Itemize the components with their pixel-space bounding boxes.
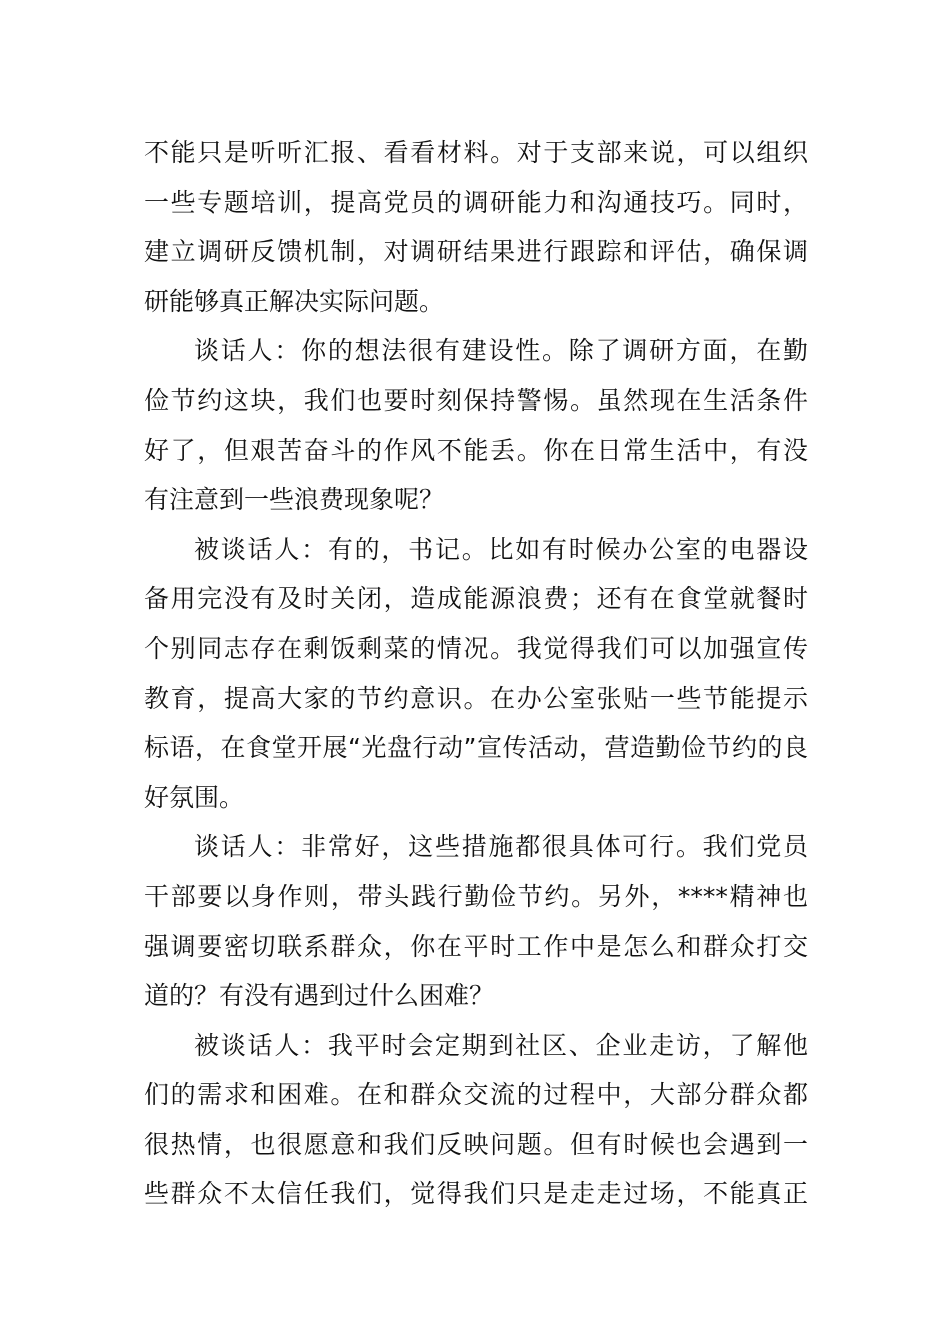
text-line: 建立调研反馈机制，对调研结果进行跟踪和评估，确保调: [144, 237, 808, 267]
text-line: 个别同志存在剩饭剩菜的情况。我觉得我们可以加强宣传: [144, 633, 808, 663]
text-line: 们的需求和困难。在和群众交流的过程中，大部分群众都: [144, 1080, 808, 1110]
text-line: 被谈话人：我平时会定期到社区、企业走访，了解他: [194, 1030, 808, 1060]
text-line: 教育，提高大家的节约意识。在办公室张贴一些节能提示: [144, 683, 808, 713]
text-line: 道的？有没有遇到过什么困难？: [144, 981, 495, 1011]
text-line: 俭节约这块，我们也要时刻保持警惕。虽然现在生活条件: [144, 385, 808, 415]
text-line: 被谈话人：有的，书记。比如有时候办公室的电器设: [194, 534, 808, 564]
text-line: 一些专题培训，提高党员的调研能力和沟通技巧。同时，: [144, 187, 808, 217]
text-line: 些群众不太信任我们，觉得我们只是走走过场，不能真正: [144, 1179, 808, 1209]
text-line: 好氛围。: [144, 782, 245, 812]
text-line: 标语，在食堂开展“光盘行动”宣传活动，营造勤俭节约的良: [144, 733, 808, 763]
text-line: 好了，但艰苦奋斗的作风不能丢。你在日常生活中，有没: [144, 435, 808, 465]
text-line: 有注意到一些浪费现象呢？: [144, 485, 445, 515]
text-line: 研能够真正解决实际问题。: [144, 286, 445, 316]
text-line: 不能只是听听汇报、看看材料。对于支部来说，可以组织: [144, 138, 808, 167]
text-line: 谈话人：非常好，这些措施都很具体可行。我们党员: [194, 832, 808, 862]
text-line: 干部要以身作则，带头践行勤俭节约。另外，****精神也: [144, 881, 808, 911]
text-line: 强调要密切联系群众，你在平时工作中是怎么和群众打交: [144, 931, 808, 961]
text-line: 备用完没有及时关闭，造成能源浪费；还有在食堂就餐时: [144, 584, 808, 614]
text-line: 很热情，也很愿意和我们反映问题。但有时候也会遇到一: [144, 1129, 808, 1159]
document-body: [144, 128, 808, 1219]
text-line: 谈话人：你的想法很有建设性。除了调研方面，在勤: [194, 336, 808, 366]
